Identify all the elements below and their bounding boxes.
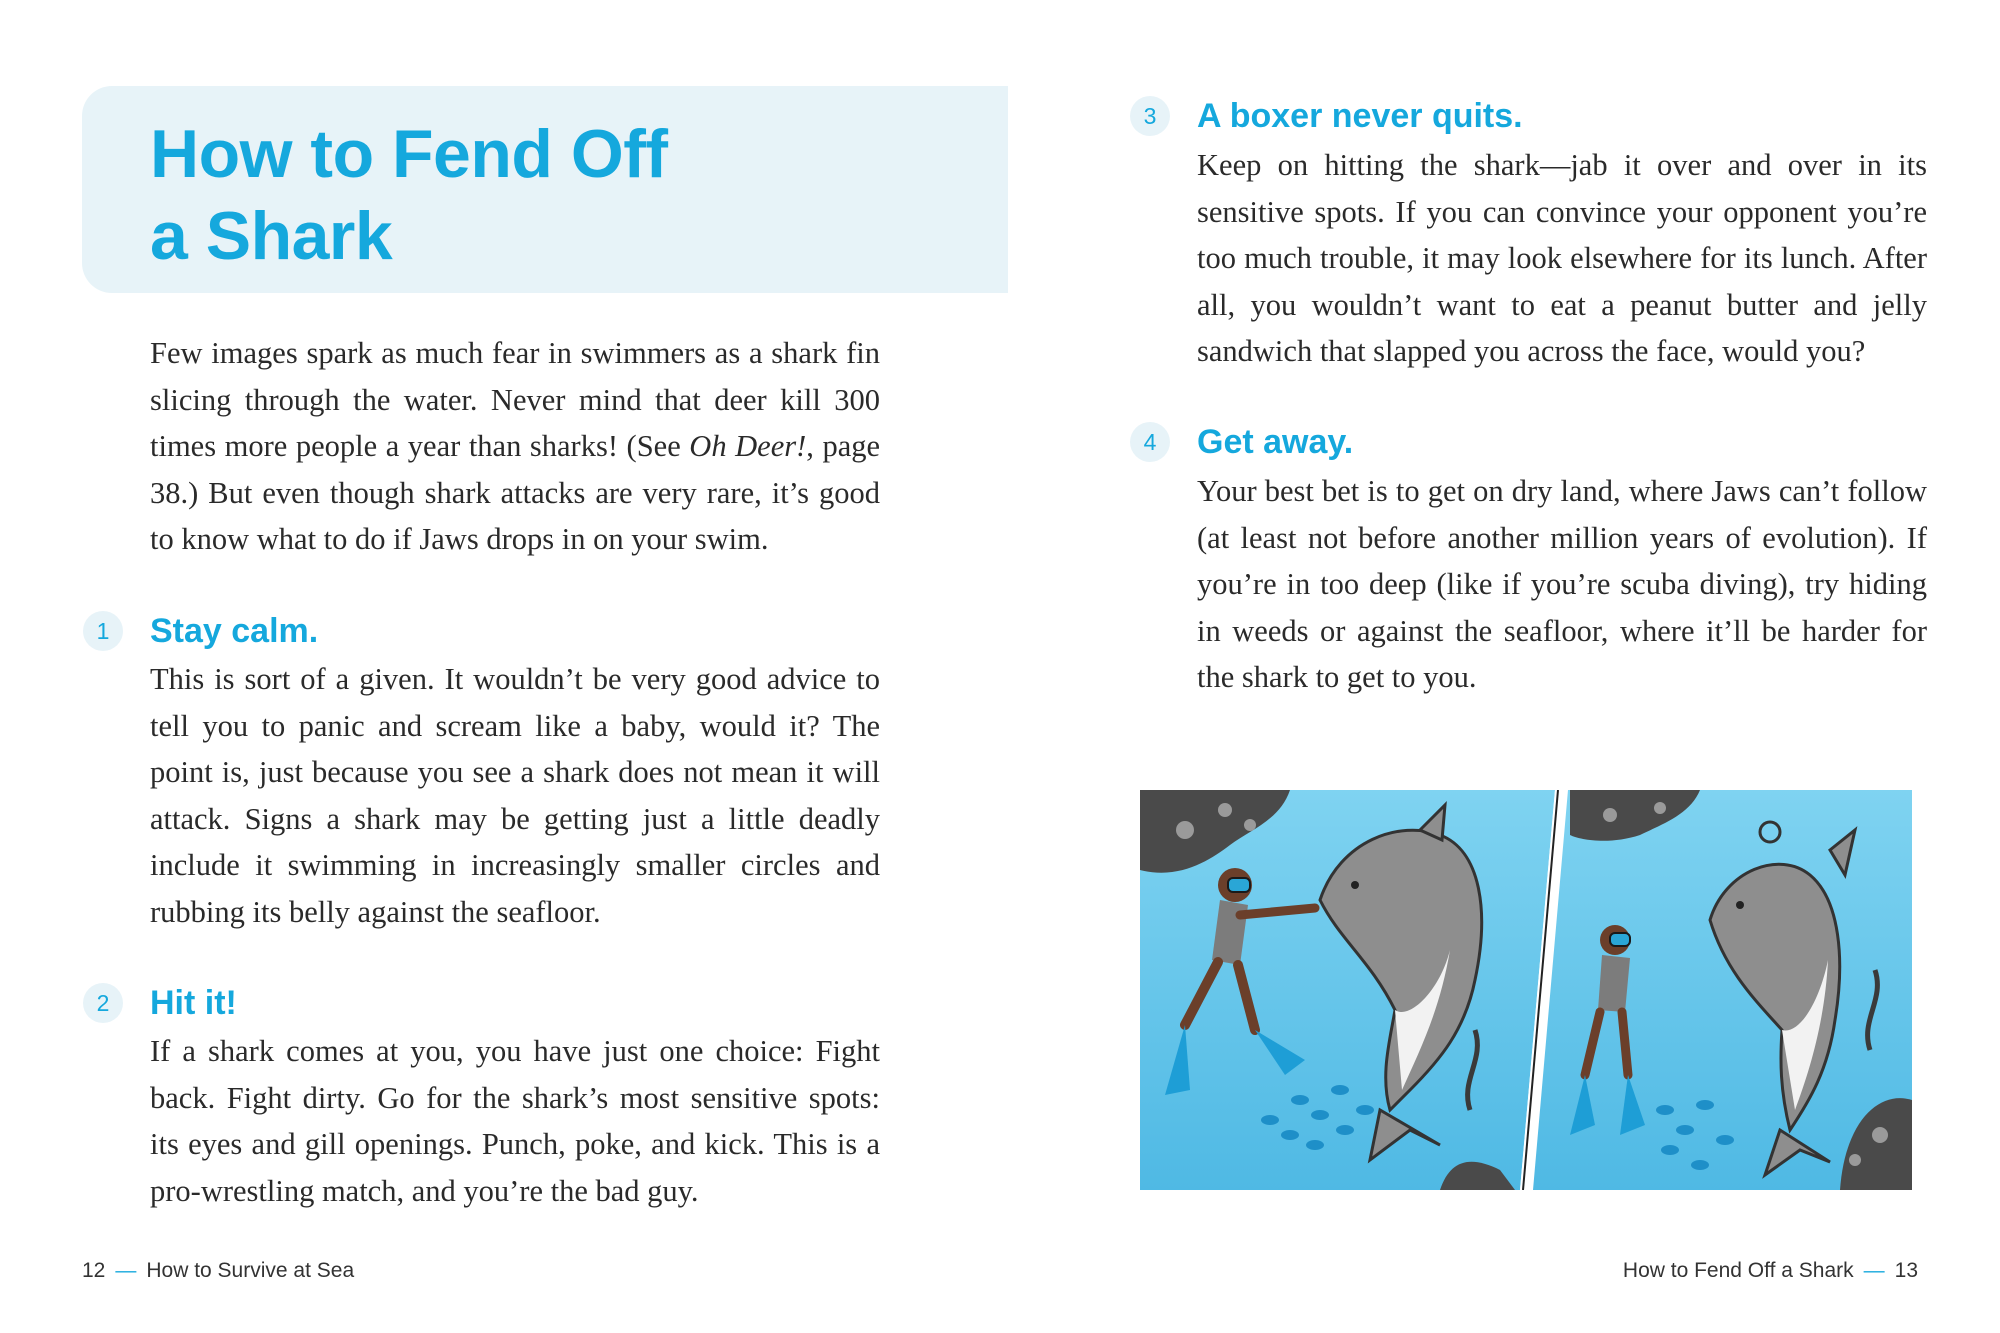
footer-right — [1623, 1256, 1918, 1286]
step-4-number: 4 — [1130, 422, 1170, 462]
panel-2 — [1533, 790, 1912, 1190]
step-2-number: 2 — [83, 983, 123, 1023]
running-head-right: How to Fend Off a Shark — [1622, 1259, 1854, 1282]
page-number-right: 13 — [1894, 1259, 1918, 1282]
intro-text-end: , page 38.) But even though shark attacks are very rare, it’s good to know what to do if Jaws drops in on your swim. — [150, 429, 881, 556]
step-4-heading: Get away. — [1197, 423, 1354, 461]
footer-dash-right: — — [1863, 1259, 1885, 1282]
panel-1 — [1140, 790, 1555, 1190]
step-3-heading: A boxer never quits. — [1197, 97, 1523, 135]
footer-left — [82, 1256, 354, 1286]
running-head-left: How to Survive at Sea — [146, 1259, 355, 1282]
step-1-number: 1 — [83, 611, 123, 651]
page-number-left: 12 — [82, 1259, 106, 1282]
page-title — [150, 113, 668, 277]
title-line-1: How to Fend Off — [150, 116, 668, 192]
intro-text-start: Few images spark as much fear in swimmers as a shark fin slicing through the water. Never mind that deer kill 300 times more people a year than sharks! (See — [150, 336, 880, 463]
step-3-text: Keep on hitting the shark—jab it over and over in its sensitive spots. If you can convince your opponent you’re too much trouble, it may look elsewhere for its lunch. After all, you wouldn’t want to eat a peanut butter and jelly sandwich that slapped you across the face, would you? — [1197, 148, 1927, 368]
title-line-2: a Shark — [150, 198, 393, 274]
intro-paragraph — [150, 330, 880, 563]
intro-italic-ref: Oh Deer! — [689, 429, 807, 463]
footer-dash-left: — — [115, 1259, 137, 1282]
step-3-number: 3 — [1130, 96, 1170, 136]
step-4-text: Your best bet is to get on dry land, where Jaws can’t follow (at least not before another million years of evolution). If you’re in too deep (like if you’re scuba diving), try hiding in weeds or against the seafloor, where it’ll be harder for the shark to get to you. — [1197, 474, 1927, 694]
step-2-heading: Hit it! — [150, 984, 237, 1022]
step-1-text: This is sort of a given. It wouldn’t be very good advice to tell you to panic and scream like a baby, would it? The point is, just because you see a shark does not mean it will attack. Signs a shark may be getting just a little deadly include it swimming in increasingly smaller circles and rubbing its belly against the seafloor. — [150, 662, 880, 929]
step-2-text: If a shark comes at you, you have just one choice: Fight back. Fight dirty. Go for the shark’s most sensitive spots: its eyes and gill openings. Punch, poke, and kick. This is a pro-wrestling match, and you’re the bad guy. — [150, 1034, 880, 1208]
step-1-heading: Stay calm. — [150, 612, 319, 650]
shark-comic-illustration — [1140, 790, 1912, 1190]
